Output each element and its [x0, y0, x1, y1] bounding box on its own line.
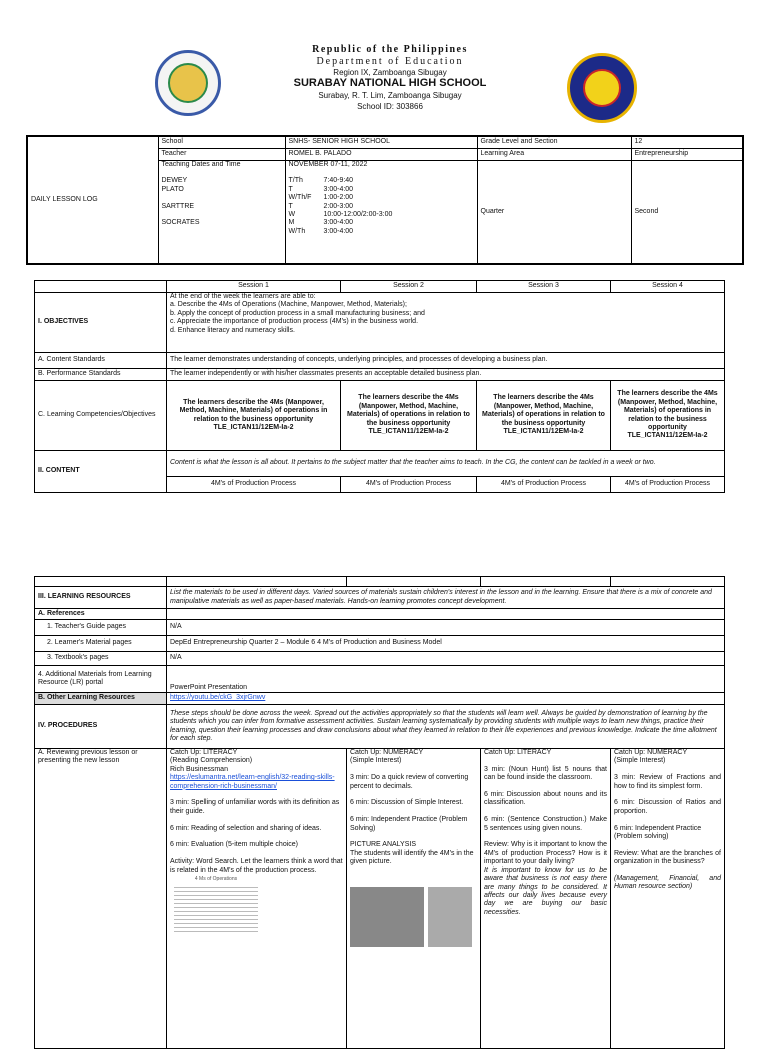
grade-label: Grade Level and Section	[477, 136, 631, 148]
school-name: SURABAY NATIONAL HIGH SCHOOL	[293, 77, 487, 89]
daily-lesson-log-title: DAILY LESSON LOG	[27, 136, 158, 264]
procedures-note: These steps should be done across the week. Spread out the activities appropriately so that the students will learn well. Always be guided by demonstration of learning by the students which you can infer from formative assessment activities. Sustain learning systematically by providing students with multiple ways to learn new things, practice their learning, question their learning processes and draw conclusions about what they learned in relation to their life experiences and previous knowledge. Indicate the time allotment for each step.	[167, 705, 725, 749]
region-line: Region IX, Zamboanga Sibugay	[333, 68, 447, 77]
session-2-header: Session 2	[341, 281, 477, 293]
other-resources-label: B. Other Learning Resources	[35, 693, 167, 705]
grade-value: 12	[631, 136, 743, 148]
area-label: Learning Area	[477, 148, 631, 160]
other-resources-cell	[167, 693, 725, 705]
area-value: Entrepreneurship	[631, 148, 743, 160]
republic-line: Republic of the Philippines	[312, 44, 468, 55]
session-2-activities: Catch Up: NUMERACY (Simple Interest) 3 min: Do a quick review of converting percent to decimals. 6 min: Discussion of Simple Interest. 6 min: Independent Practice (Problem Solving) PICTURE ANALYSIS The students will identify the 4M's in the given picture.	[350, 749, 474, 866]
competency-session-1: The learners describe the 4Ms (Manpower, Method, Machine, Materials) of operations in relation to the business opportunity TLE_ICTAN11/12EM-Ia-2	[167, 381, 341, 451]
dates-value: NOVEMBER 07-11, 2022	[288, 160, 368, 168]
content-session-3: 4M's of Production Process	[477, 477, 611, 493]
learning-resources-label: III. LEARNING RESOURCES	[35, 587, 167, 609]
performance-standards-label: B. Performance Standards	[35, 369, 167, 381]
content-session-4: 4M's of Production Process	[611, 477, 725, 493]
session-4-answer: (Management, Financial, and Human resource section)	[614, 874, 721, 891]
word-search-title: 4 Ms of Operations	[194, 876, 238, 883]
quarter-label: Quarter	[477, 160, 631, 264]
content-note: Content is what the lesson is all about. It pertains to the subject matter that the teacher aims to teach. In the CG, the content can be tackled in a week or two.	[167, 451, 725, 477]
dates-label: Teaching Dates and Time	[161, 160, 241, 168]
blank-cell	[35, 577, 167, 587]
procedure-session-1	[167, 749, 347, 1049]
session-1-heading: Catch Up: LITERACY (Reading Comprehension) Rich Businessman	[170, 749, 253, 773]
school-address: Surabay, R. T. Lim, Zamboanga Sibugay	[318, 91, 462, 100]
youtube-link[interactable]: https://youtu.be/ckG_3xjrGnwv	[170, 694, 266, 702]
section-names: DEWEY PLATO SARTTRE SOCRATES	[161, 177, 200, 227]
learning-resources-note: List the materials to be used in different days. Varied sources of materials sustain children's interest in the lesson and in the learning. Ensure that there is a mix of concrete and manipulative materials as well as paper-based materials. Hands-on learning promotes concept development.	[167, 587, 725, 609]
blank-cell	[167, 609, 725, 620]
session-1-activities: 3 min: Spelling of unfamiliar words with its definition as their guide. 6 min: Reading of selection and sharing of ideas. 6 min: Evaluation (5-item multiple choice) Activity: Word Search. Let the learners think a word that is related in the 4M's of the production process.	[170, 799, 343, 874]
reading-link[interactable]: https://eslumantra.net/learn-english/32-reading-skills-comprehension-rich-businessman/	[170, 774, 335, 790]
teachers-guide-value: N/A	[167, 620, 725, 636]
schedule-hours: 7:40-9:40 3:00-4:00 1:00-2:00 2:00-3:00 10:00-12:00/2:00-3:00 3:00-4:00 3:00-4:00	[323, 177, 393, 235]
deped-seal-logo	[155, 50, 221, 116]
session-4-activities: Catch Up: NUMERACY (Simple Interest) 3 min: Review of Fractions and how to find its simplest form. 6 min: Discussion of Ratios and proportion. 6 min: Independent Practice (Problem solving) Review: What are the branches of organization in the business?	[614, 749, 721, 866]
content-standards-label: A. Content Standards	[35, 353, 167, 369]
additional-materials-label: 4. Additional Materials from Learning Resource (LR) portal	[35, 666, 167, 693]
procedure-session-3	[481, 749, 611, 1049]
session-1-header: Session 1	[167, 281, 341, 293]
corner-cell	[35, 281, 167, 293]
textbook-label: 3. Textbook's pages	[35, 652, 167, 666]
competencies-label: C. Learning Competencies/Objectives	[35, 381, 167, 451]
objectives-table	[34, 280, 725, 493]
objectives-text: At the end of the week the learners are able to: a. Describe the 4Ms of Operations (Machine, Manpower, Method, Materials); b. Apply the concept of production process in a small manufacturing business; and c. Appreciate the importance of production process (4M's) in the business world. d. Enhance literacy and numeracy skills.	[167, 293, 725, 353]
school-seal-logo	[567, 53, 637, 123]
learners-material-label: 2. Learner's Material pages	[35, 636, 167, 652]
procedures-label: IV. PROCEDURES	[35, 705, 167, 749]
content-session-2: 4M's of Production Process	[341, 477, 477, 493]
schedule-sections	[158, 160, 285, 264]
competency-session-4: The learners describe the 4Ms (Manpower, Method, Machine, Materials) of operations in relation to the business opportunity TLE_ICTAN11/12EM-Ia-2	[611, 381, 725, 451]
letterhead	[0, 0, 768, 120]
lesson-log-info-table	[26, 135, 744, 265]
blank-cell	[347, 577, 481, 587]
word-search-image	[174, 887, 258, 935]
competency-session-2: The learners describe the 4Ms (Manpower, Method, Machine, Materials) of operations in relation to the business opportunity TLE_ICTAN11/12EM-Ia-2	[341, 381, 477, 451]
performance-standards-text: The learner independently or with his/her classmates presents an acceptable detailed business plan.	[167, 369, 725, 381]
procedure-session-4	[611, 749, 725, 1049]
blank-cell	[611, 577, 725, 587]
department-line: Department of Education	[316, 56, 464, 67]
resources-procedures-table	[34, 576, 725, 1049]
session-3-activities: Catch Up: LITERACY 3 min: (Noun Hunt) list 5 nouns that can be found inside the classroom. 6 min: Discussion about nouns and its classification. 6 min: (Sentence Construction.) Make 5 sentences using given nouns. Review: Why is it important to know the 4M's of production Process? How is it important to your daily living?	[484, 749, 607, 866]
blank-cell	[481, 577, 611, 587]
school-value: SNHS- SENIOR HIGH SCHOOL	[285, 136, 477, 148]
schedule-days: T/Th T W/Th/F T W M W/Th	[288, 177, 312, 235]
content-session-1: 4M's of Production Process	[167, 477, 341, 493]
school-label: School	[158, 136, 285, 148]
schedule-times	[285, 160, 477, 264]
learners-material-value: DepEd Entrepreneurship Quarter 2 – Module 6 4 M's of Production and Business Model	[167, 636, 725, 652]
blank-cell	[167, 577, 347, 587]
teachers-guide-label: 1. Teacher's Guide pages	[35, 620, 167, 636]
teacher-value: ROMEL B. PALADO	[285, 148, 477, 160]
objectives-label: I. OBJECTIVES	[35, 293, 167, 353]
session-3-answer: It is important to know for us to be aware that business is not easy there are many things to be considered. It affects our daily lives because every day we are buying our basic necessities.	[484, 866, 607, 916]
session-4-header: Session 4	[611, 281, 725, 293]
session-3-header: Session 3	[477, 281, 611, 293]
production-photo-2	[428, 887, 472, 947]
procedure-session-2	[347, 749, 481, 1049]
quarter-value: Second	[631, 160, 743, 264]
teacher-label: Teacher	[158, 148, 285, 160]
content-standards-text: The learner demonstrates understanding of concepts, underlying principles, and processes of developing a business plan.	[167, 353, 725, 369]
school-id: School ID: 303866	[357, 102, 423, 111]
reviewing-lesson-label: A. Reviewing previous lesson or presenting the new lesson	[35, 749, 167, 1049]
production-photo-1	[350, 887, 424, 947]
references-label: A. References	[35, 609, 167, 620]
textbook-value: N/A	[167, 652, 725, 666]
additional-materials-value: PowerPoint Presentation	[167, 666, 725, 693]
content-label: II. CONTENT	[35, 451, 167, 493]
competency-session-3: The learners describe the 4Ms (Manpower, Method, Machine, Materials) of operations in relation to the business opportunity TLE_ICTAN11/12EM-Ia-2	[477, 381, 611, 451]
